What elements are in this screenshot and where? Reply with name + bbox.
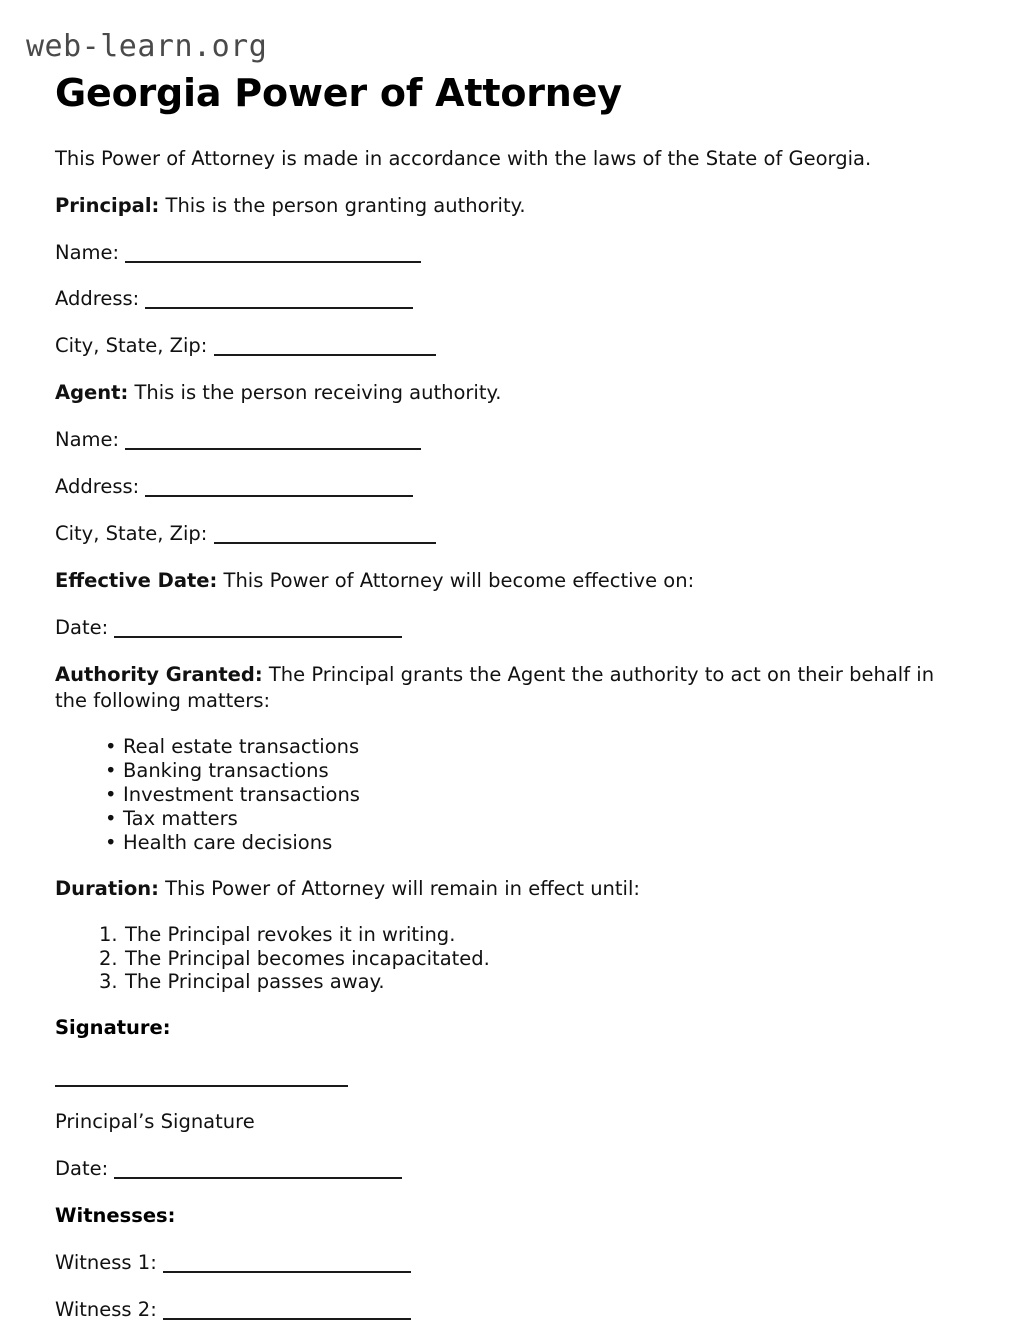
page-title: Georgia Power of Attorney — [55, 71, 622, 115]
agent-name-blank[interactable] — [125, 448, 421, 450]
signature-heading: Signature: — [55, 1016, 171, 1040]
authority-granted-description: The Principal grants the Agent the authority to act on their behalf in the following matters: — [55, 662, 935, 712]
principal-signature-blank[interactable] — [55, 1085, 348, 1087]
list-item: • Tax matters — [105, 807, 965, 831]
duration-heading — [55, 876, 965, 902]
agent-city-state-zip-blank[interactable] — [214, 542, 436, 544]
intro-paragraph: This Power of Attorney is made in accordance with the laws of the State of Georgia. — [55, 146, 872, 170]
authority-granted-label: Authority Granted: — [55, 662, 263, 686]
principal-address-blank[interactable] — [145, 307, 413, 309]
agent-heading — [55, 380, 965, 406]
agent-name-field — [55, 427, 965, 453]
witness-1-label: Witness 1: — [55, 1251, 163, 1275]
witnesses-heading: Witnesses: — [55, 1204, 176, 1228]
signature-date-field — [55, 1156, 965, 1182]
witness-2-blank[interactable] — [163, 1318, 411, 1320]
list-item: The Principal becomes incapacitated. — [125, 946, 490, 970]
effective-date-heading — [55, 568, 965, 594]
principal-name-field — [55, 240, 965, 266]
effective-date-label: Effective Date: — [55, 568, 218, 592]
principal-city-state-zip-field — [55, 333, 965, 359]
witness-1-field — [55, 1250, 965, 1276]
duration-label: Duration: — [55, 876, 159, 900]
site-brand: web-learn.org — [26, 29, 268, 64]
principal-description: This is the person granting authority. — [159, 193, 526, 217]
signature-date-blank[interactable] — [114, 1177, 402, 1179]
agent-city-state-zip-label: City, State, Zip: — [55, 522, 214, 546]
effective-date-description: This Power of Attorney will become effective on: — [217, 568, 695, 592]
agent-name-label: Name: — [55, 428, 126, 452]
agent-address-label: Address: — [55, 475, 146, 499]
document-content — [55, 72, 965, 1327]
signature-date-label: Date: — [55, 1157, 115, 1181]
list-item: The Principal passes away. — [125, 970, 385, 994]
list-item: • Real estate transactions — [105, 735, 965, 759]
witness-1-blank[interactable] — [163, 1271, 411, 1273]
agent-address-field — [55, 474, 965, 500]
authority-granted-heading — [55, 662, 965, 714]
duration-description: This Power of Attorney will remain in effect until: — [158, 876, 640, 900]
effective-date-blank[interactable] — [114, 636, 402, 638]
principal-address-label: Address: — [55, 287, 146, 311]
principal-signature-caption: Principal’s Signature — [55, 1110, 255, 1134]
agent-label: Agent: — [55, 381, 129, 405]
list-item: • Health care decisions — [105, 831, 965, 855]
authority-granted-list — [55, 735, 965, 855]
agent-description: This is the person receiving authority. — [128, 381, 502, 405]
list-item: The Principal revokes it in writing. — [125, 922, 456, 946]
principal-address-field — [55, 286, 965, 312]
witness-2-label: Witness 2: — [55, 1298, 163, 1322]
effective-date-field-label: Date: — [55, 615, 115, 639]
list-item: • Investment transactions — [105, 783, 965, 807]
principal-name-label: Name: — [55, 240, 126, 264]
witness-2-field — [55, 1297, 965, 1323]
principal-heading — [55, 193, 965, 219]
agent-address-blank[interactable] — [145, 495, 413, 497]
principal-city-state-zip-label: City, State, Zip: — [55, 334, 214, 358]
agent-city-state-zip-field — [55, 521, 965, 547]
list-item: • Banking transactions — [105, 759, 965, 783]
principal-label: Principal: — [55, 193, 160, 217]
effective-date-field — [55, 615, 965, 641]
principal-city-state-zip-blank[interactable] — [214, 354, 436, 356]
duration-list — [55, 923, 965, 995]
principal-name-blank[interactable] — [125, 261, 421, 263]
